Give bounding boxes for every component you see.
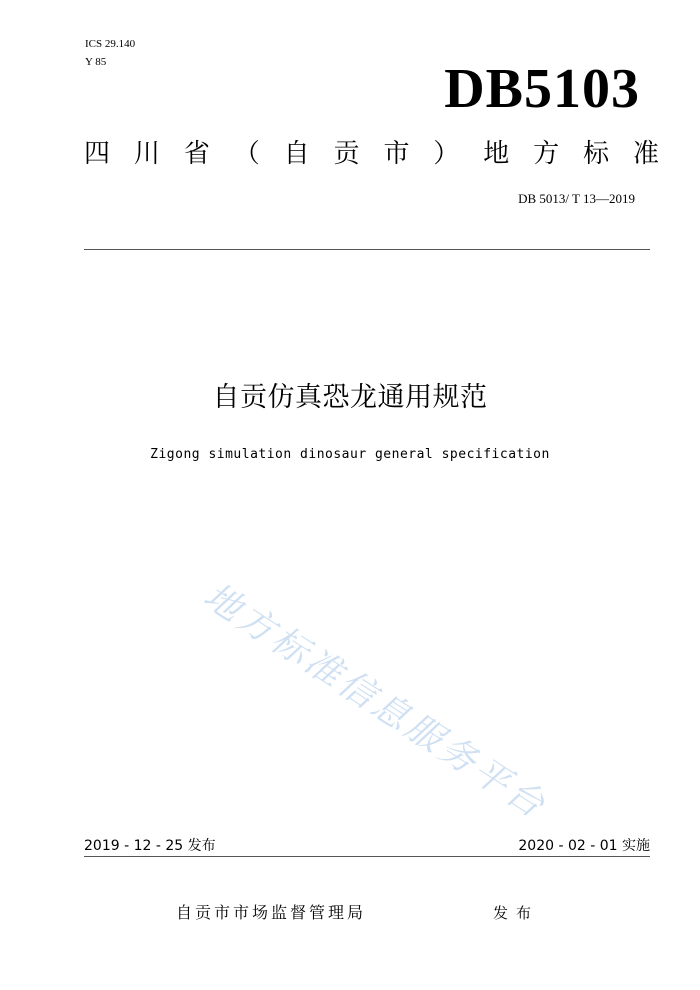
standard-type-char: ） [433,139,460,169]
standard-type-char: 方 [533,139,560,169]
issue-date: 2019 - 12 - 25 发布 [84,838,216,854]
standard-type [84,136,659,172]
standard-type-char: 贡 [333,139,360,169]
standard-type-char: 川 [133,139,160,169]
standard-type-char: 省 [183,139,210,169]
ics-code: ICS 29.140 [85,38,136,50]
standard-type-char: 四 [84,139,111,169]
document-title-chinese: 自贡仿真恐龙通用规范 [212,382,488,413]
issue-label: 发布 [493,904,540,922]
standard-type-char: 自 [283,139,310,169]
watermark: 地方标准信息服务平台 [196,575,555,828]
header-divider [84,249,650,250]
standard-type-char: 准 [632,139,659,169]
standard-code: DB5103 [444,58,640,120]
standard-type-char: 地 [483,139,510,169]
standard-type-char: 市 [383,139,410,169]
issuing-authority: 自贡市市场监督管理局 [176,903,367,922]
standard-type-char: （ [233,139,260,169]
footer-divider [84,856,650,857]
document-title-english: Zigong simulation dinosaur general specification [150,447,550,462]
standard-type-char: 标 [583,139,610,169]
standard-number: DB 5013/ T 13—2019 [518,191,635,206]
classification-code: Y 85 [85,56,107,68]
implementation-date: 2020 - 02 - 01 实施 [518,838,650,854]
